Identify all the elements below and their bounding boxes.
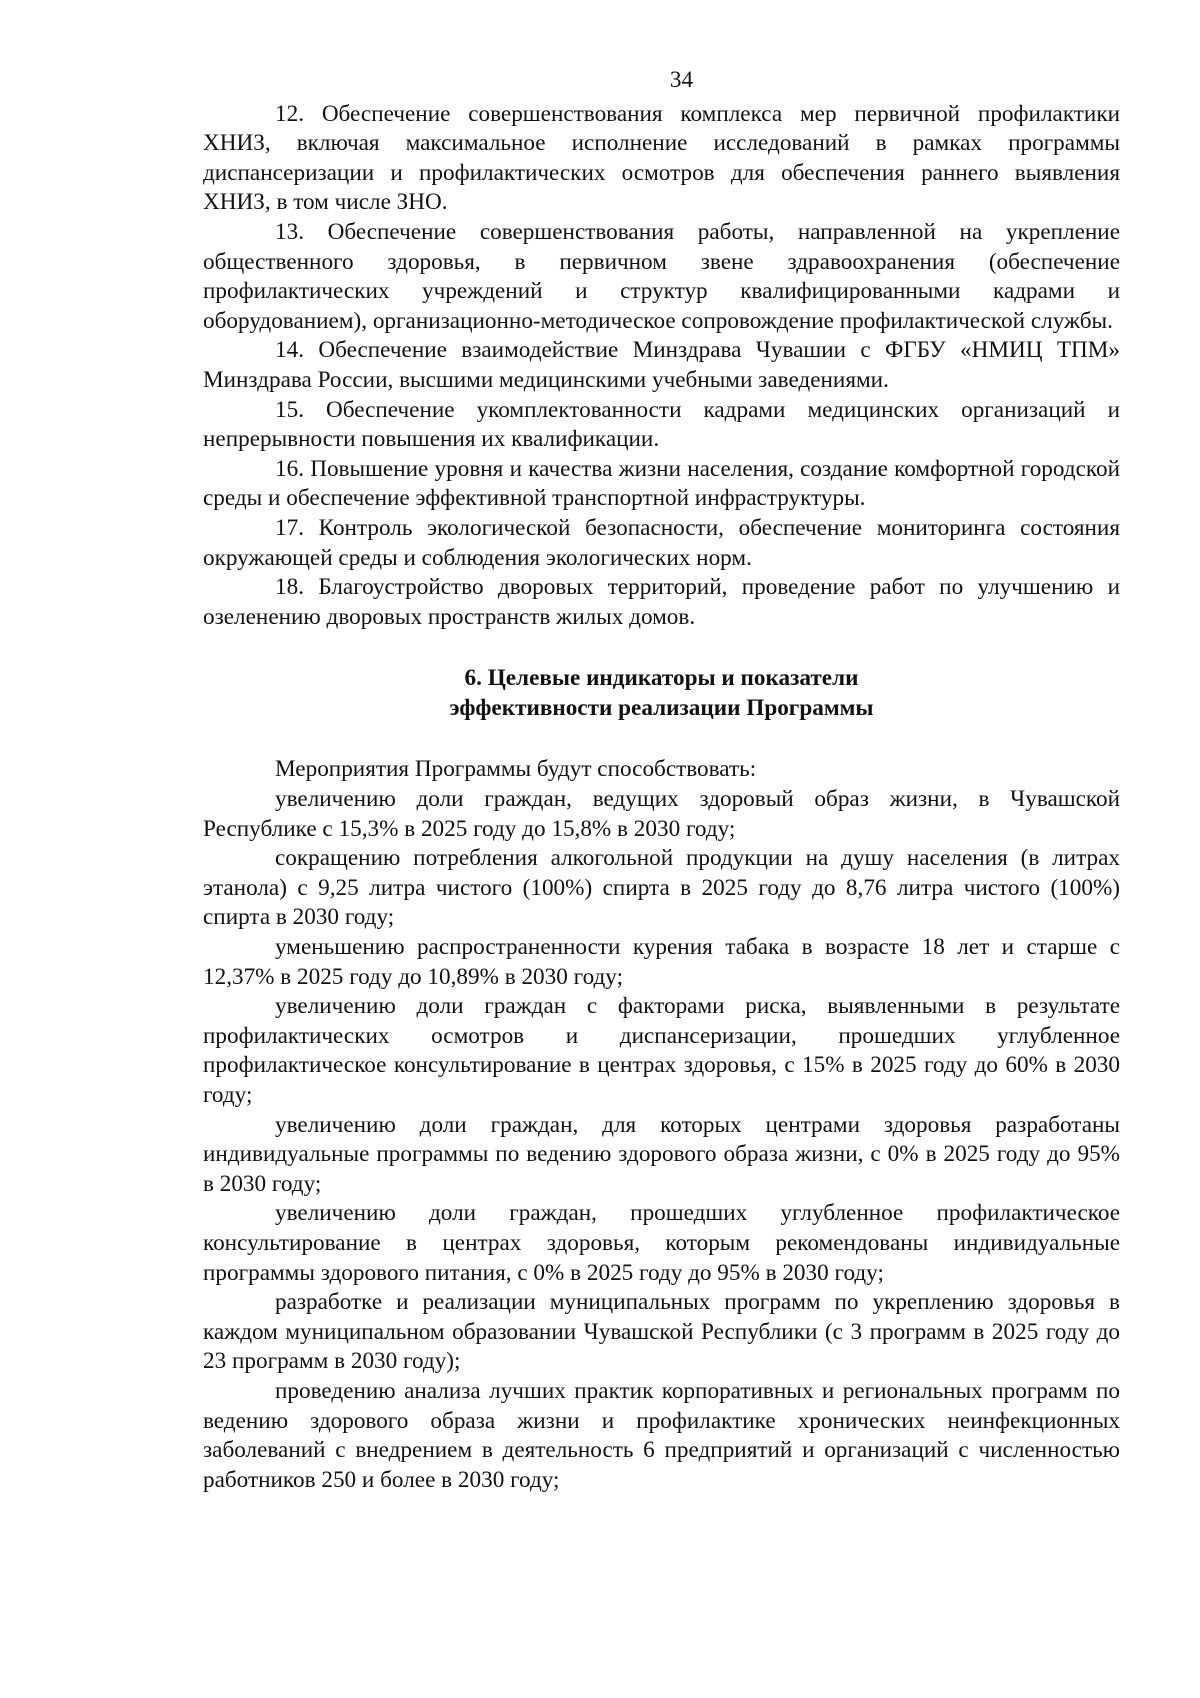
section-heading bbox=[203, 664, 1120, 723]
indicator-paragraph: увеличению доли граждан с факторами риска, выявленными в результате профилактических осмотров и диспансеризации, прошедших углубленное профилактическое консультирование в центрах здоровья, с 15% в 2025 году до 60% в 2030 году; bbox=[203, 993, 1120, 1108]
indicator-paragraph: проведению анализа лучших практик корпоративных и региональных программ по ведению здорового образа жизни и профилактике хронических неинфекционных заболеваний с внедрением в деятельность 6 предприятий и организаций с численностью работников 250 и более в 2030 году; bbox=[203, 1377, 1120, 1493]
section-body bbox=[203, 755, 1120, 1495]
indicator-paragraph: уменьшению распространенности курения табака в возрасте 18 лет и старше с 12,37% в 2025 году до 10,89% в 2030 году; bbox=[203, 934, 1120, 990]
document-page bbox=[203, 66, 1120, 1495]
indicator-paragraph: разработке и реализации муниципальных программ по укреплению здоровья в каждом муниципальном образовании Чувашской Республики (с 3 программ в 2025 году до 23 программ в 2030 году); bbox=[203, 1289, 1120, 1375]
list-item: 16. Повышение уровня и качества жизни населения, создание комфортной городской среды и обеспечение эффективной транспортной инфраструктуры. bbox=[203, 455, 1120, 512]
page-number: 34 bbox=[669, 67, 694, 93]
measures-list bbox=[203, 100, 1120, 633]
list-item: 17. Контроль экологической безопасности, обеспечение мониторинга состояния окружающей среды и соблюдения экологических норм. bbox=[203, 514, 1120, 571]
list-item: 18. Благоустройство дворовых территорий, проведение работ по улучшению и озеленению дворовых пространств жилых домов. bbox=[203, 574, 1120, 630]
section-intro: Мероприятия Программы будут способствовать: bbox=[275, 756, 757, 783]
section-heading-line1: 6. Целевые индикаторы и показатели bbox=[464, 665, 859, 692]
indicator-paragraph: увеличению доли граждан, для которых центрами здоровья разработаны индивидуальные программы по ведению здорового образа жизни, с 0% в 2025 году до 95% в 2030 году; bbox=[203, 1111, 1120, 1197]
list-item: 13. Обеспечение совершенствования работы, направленной на укрепление общественного здоровья, в первичном звене здравоохранения (обеспечение профилактических учреждений и структур квалифицированными кадрами и оборудованием), организационно-методическое сопровождение профилактической службы. bbox=[203, 218, 1120, 334]
section-heading-line2: эффективности реализации Программы bbox=[449, 694, 874, 721]
list-item: 14. Обеспечение взаимодействие Минздрава Чувашии с ФГБУ «НМИЦ ТПМ» Минздрава России, высшими медицинскими учебными заведениями. bbox=[203, 337, 1120, 393]
indicator-paragraph: сокращению потребления алкогольной продукции на душу населения (в литрах этанола) с 9,25 литра чистого (100%) спирта в 2025 году до 8,76 литра чистого (100%) спирта в 2030 году; bbox=[203, 845, 1120, 931]
indicator-paragraph: увеличению доли граждан, ведущих здоровый образ жизни, в Чувашской Республике с 15,3% в 2025 году до 15,8% в 2030 году; bbox=[203, 786, 1120, 842]
list-item: 15. Обеспечение укомплектованности кадрами медицинских организаций и непрерывности повышения их квалификации. bbox=[203, 396, 1120, 453]
indicator-paragraph: увеличению доли граждан, прошедших углубленное профилактическое консультирование в центрах здоровья, которым рекомендованы индивидуальные программы здорового питания, с 0% в 2025 году до 95% в 2030 году; bbox=[203, 1200, 1120, 1286]
list-item: 12. Обеспечение совершенствования комплекса мер первичной профилактики ХНИЗ, включая максимальное исполнение исследований в рамках программы диспансеризации и профилактических осмотров для обеспечения раннего выявления ХНИЗ, в том числе ЗНО. bbox=[203, 100, 1120, 216]
